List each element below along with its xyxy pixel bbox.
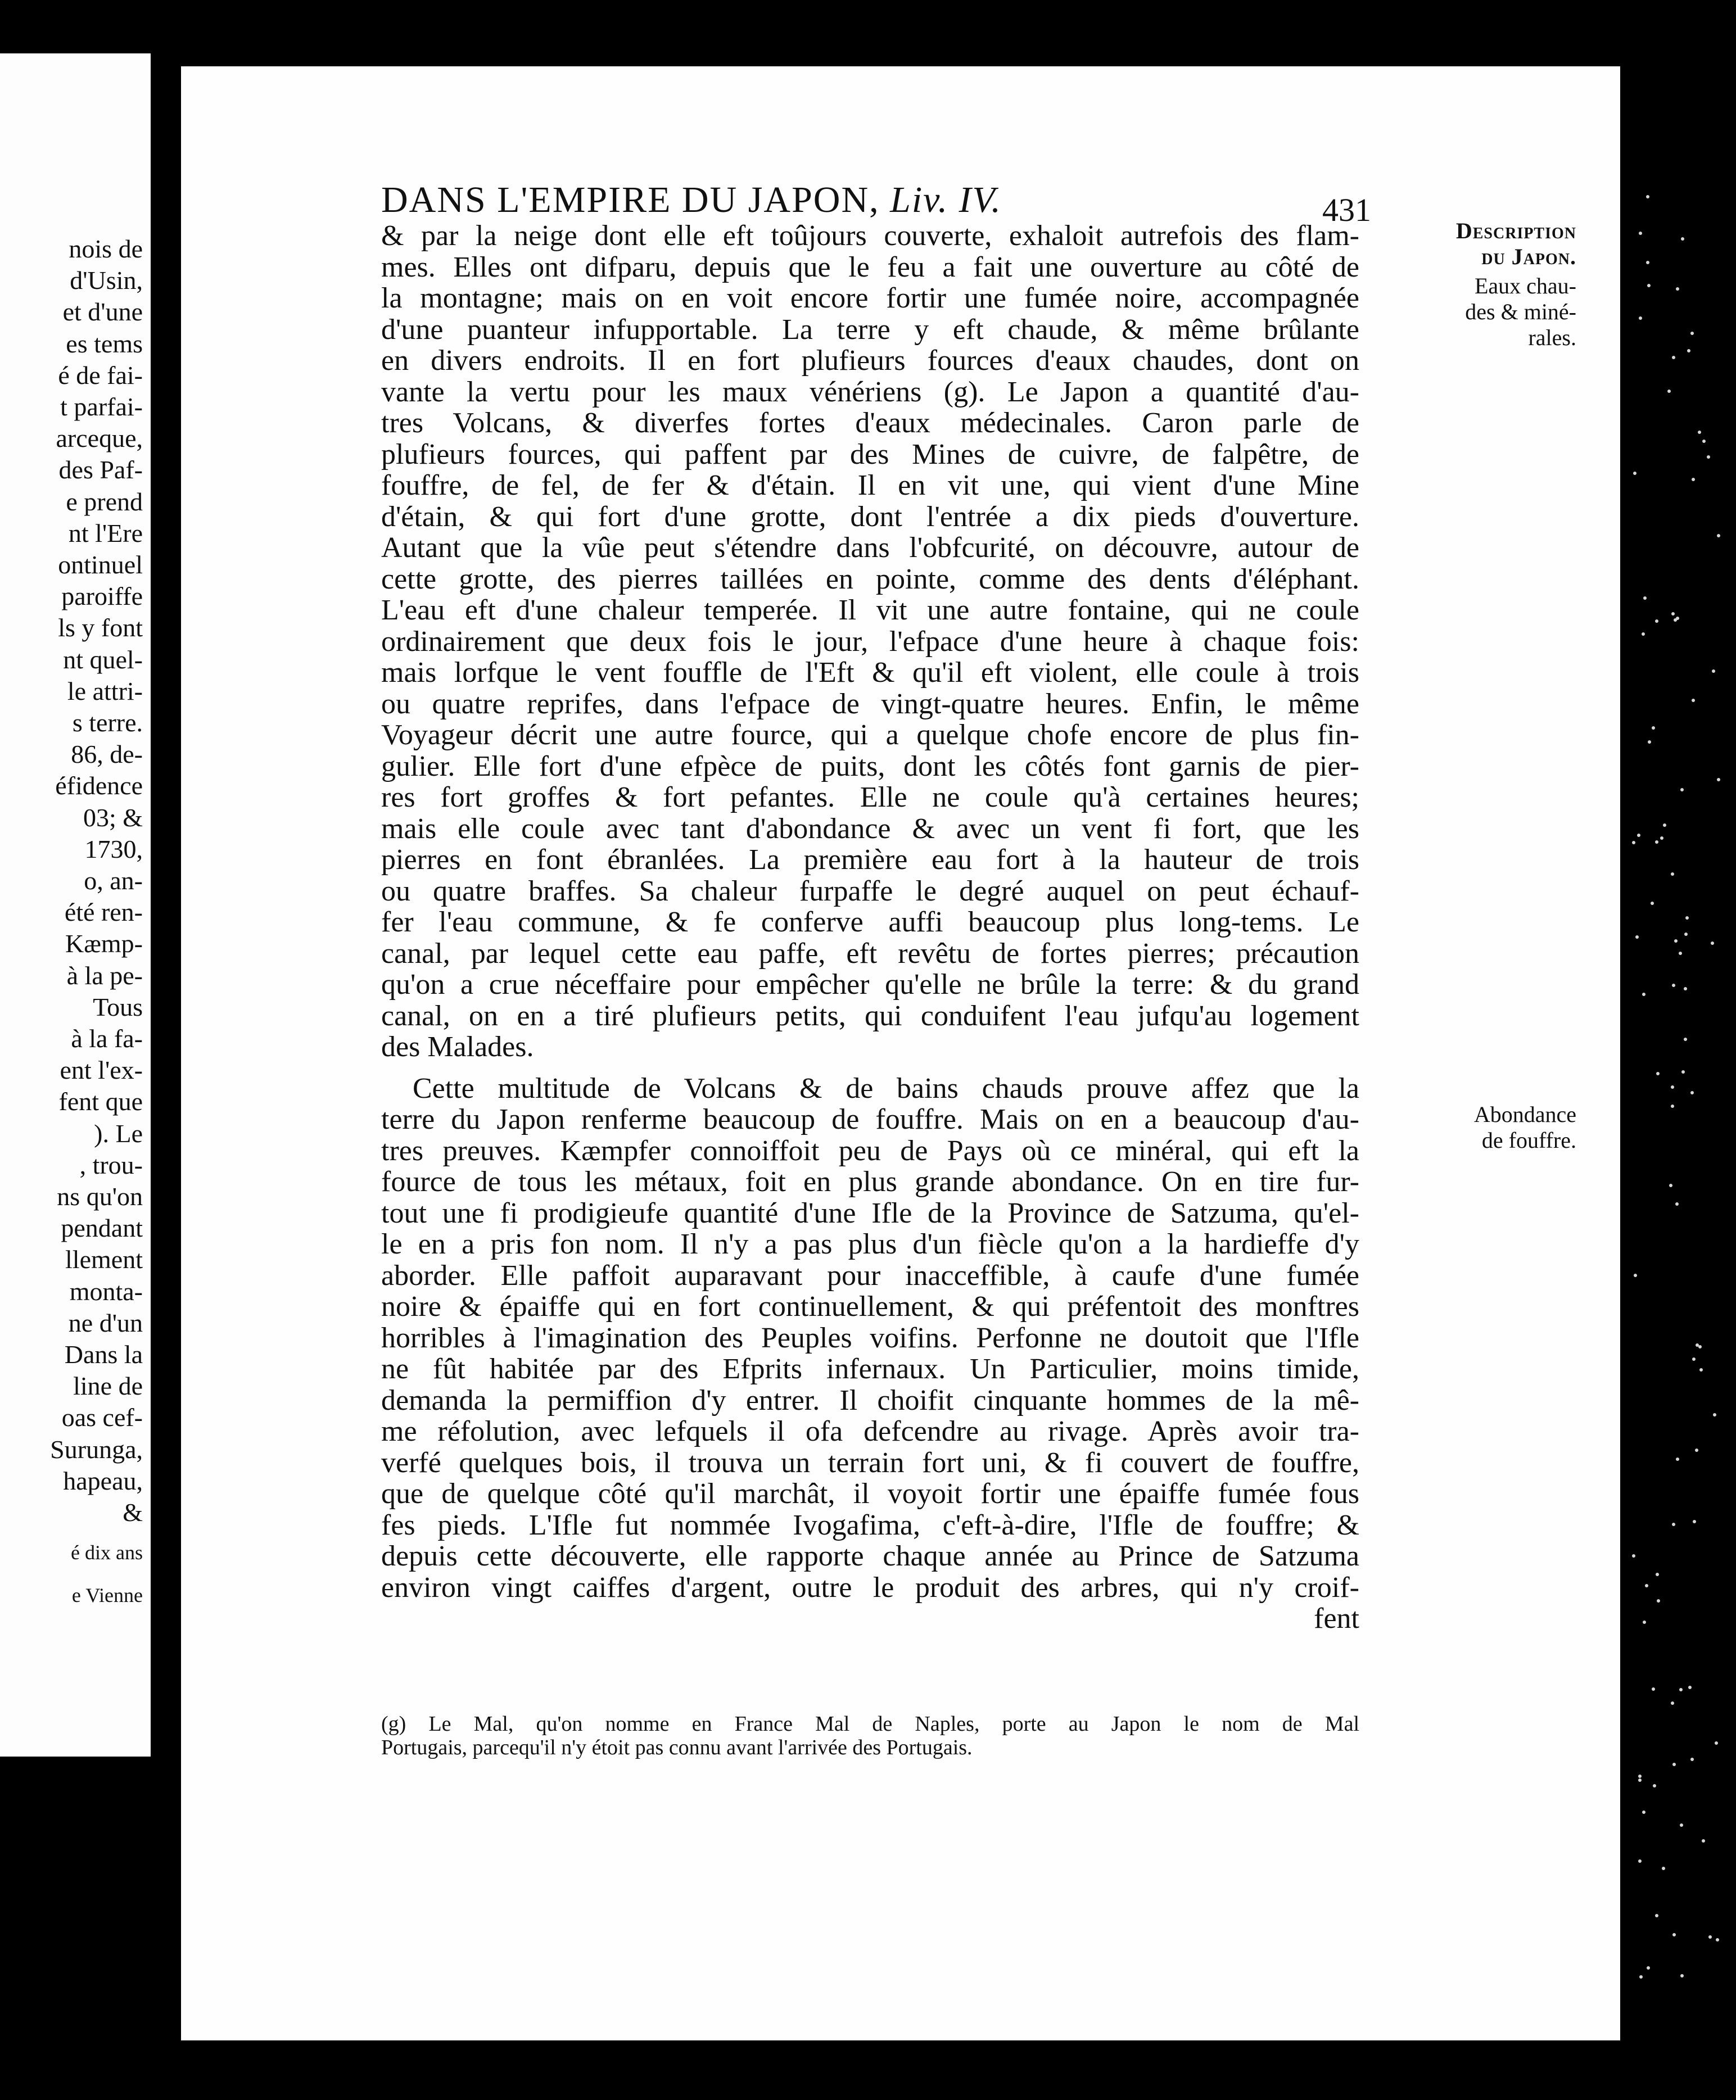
left-page-line: hapeau, bbox=[63, 1466, 143, 1495]
body-line: canal, on en a tiré plufieurs petits, qui conduifent l'eau jufqu'au logement bbox=[381, 999, 1359, 1032]
left-page-line: fent que bbox=[58, 1087, 143, 1116]
body-line: fouffre, de fel, de fer & d'étain. Il en vit une, qui vient d'une Mine bbox=[381, 469, 1359, 501]
scan-speck bbox=[1652, 1687, 1655, 1691]
body-line: Autant que la vûe peut s'étendre dans l'obfcurité, on découvre, autour de bbox=[381, 532, 1359, 564]
scan-speck bbox=[1647, 1966, 1650, 1970]
scan-speck bbox=[1646, 195, 1649, 198]
scan-speck bbox=[1717, 534, 1720, 537]
body-line: Cette multitude de Volcans & de bains chauds prouve affez que la bbox=[413, 1072, 1359, 1105]
body-line: que de quelque côté qu'il marchât, il voyoit fortir une épaiffe fumée fous bbox=[381, 1478, 1359, 1510]
scan-speck bbox=[1716, 1938, 1719, 1941]
scan-speck bbox=[1676, 1458, 1679, 1461]
left-page-line: 03; & bbox=[83, 803, 143, 832]
scan-speck bbox=[1638, 1859, 1642, 1863]
margin-section-title-line: du Japon. bbox=[1481, 244, 1576, 269]
body-line: Voyageur décrit une autre fource, qui a quelque chofe encore de plus fin- bbox=[381, 719, 1359, 751]
scan-speck bbox=[1663, 823, 1666, 827]
margin-note-hot-springs bbox=[1205, 273, 1576, 351]
scan-speck bbox=[1651, 902, 1654, 905]
body-line: fent bbox=[1314, 1603, 1359, 1635]
body-line: en divers endroits. Il en fort plufieurs fources d'eaux chaudes, dont on bbox=[381, 345, 1359, 377]
margin-note-line: de fouffre. bbox=[1481, 1128, 1576, 1153]
left-page-line: Kæmp- bbox=[65, 929, 143, 958]
left-page-line: e prend bbox=[66, 487, 143, 516]
scan-speck bbox=[1680, 1823, 1683, 1827]
scan-speck bbox=[1699, 1368, 1703, 1372]
main-page bbox=[181, 66, 1620, 2040]
scan-speck bbox=[1637, 834, 1640, 837]
scan-speck bbox=[1648, 740, 1651, 744]
scan-speck bbox=[1715, 1741, 1718, 1745]
scan-speck bbox=[1639, 316, 1642, 320]
book-number: Liv. IV. bbox=[890, 179, 1002, 220]
left-page-line: oas cef- bbox=[61, 1403, 143, 1432]
scan-speck bbox=[1690, 332, 1694, 335]
margin-note-sulphur bbox=[1205, 1102, 1576, 1153]
scan-speck bbox=[1671, 1105, 1674, 1108]
margin-note-line: Abondance bbox=[1473, 1102, 1576, 1127]
scan-speck bbox=[1684, 933, 1688, 936]
scan-speck bbox=[1639, 232, 1642, 235]
scan-speck bbox=[1702, 1839, 1705, 1843]
scan-speck bbox=[1674, 618, 1677, 622]
left-page-line: s terre. bbox=[72, 708, 143, 737]
footnote-line: Portugais, parcequ'il n'y étoit pas connu avant l'arrivée des Portugais. bbox=[381, 1736, 973, 1759]
scan-speck bbox=[1707, 455, 1710, 459]
left-page-line: Surunga, bbox=[50, 1434, 143, 1464]
running-header bbox=[381, 179, 1326, 221]
body-line: noire & épaiffe qui en fort continuellement, & qui préfentoit des monftres bbox=[381, 1291, 1359, 1323]
left-page-line: nt l'Ere bbox=[68, 518, 143, 547]
left-page-line: Tous bbox=[93, 992, 143, 1021]
scan-speck bbox=[1638, 1775, 1642, 1778]
left-page-line: nt quel- bbox=[63, 645, 143, 674]
left-page-line: es tems bbox=[66, 329, 143, 358]
scan-speck bbox=[1660, 836, 1663, 840]
scan-speck bbox=[1690, 1758, 1694, 1761]
scan-speck bbox=[1667, 390, 1671, 393]
scan-speck bbox=[1696, 1343, 1699, 1347]
scan-speck bbox=[1643, 596, 1647, 600]
scan-speck bbox=[1692, 1357, 1696, 1361]
scan-speck bbox=[1688, 1686, 1692, 1689]
scan-speck bbox=[1713, 1413, 1716, 1416]
page-gutter bbox=[151, 53, 180, 1757]
scan-speck bbox=[1680, 788, 1684, 791]
body-line: terre du Japon renferme beaucoup de fouffre. Mais on en a beaucoup d'au- bbox=[381, 1103, 1359, 1135]
scan-speck bbox=[1632, 841, 1635, 844]
scan-speck bbox=[1655, 619, 1658, 623]
body-line: ou quatre braffes. Sa chaleur furpaffe le degré auquel on peut échauf- bbox=[381, 875, 1359, 907]
scan-speck bbox=[1698, 431, 1701, 434]
left-page-line: ls y font bbox=[58, 613, 143, 642]
left-page-line: des Paf- bbox=[58, 455, 143, 485]
scan-speck bbox=[1698, 1345, 1702, 1348]
scan-speck bbox=[1645, 1584, 1648, 1587]
scan-speck bbox=[1656, 1573, 1659, 1576]
body-line: fes pieds. L'Ifle fut nommée Ivogafima, c'eft-à-dire, l'Ifle de fouffre; & bbox=[381, 1509, 1359, 1541]
body-line: aborder. Elle paffoit auparavant pour inacceffible, à caufe d'une fumée bbox=[381, 1259, 1359, 1292]
margin-note-line: Eaux chau- bbox=[1474, 273, 1576, 298]
left-page-line: ). Le bbox=[94, 1119, 143, 1148]
scan-speck bbox=[1681, 237, 1684, 241]
left-page-line: , trou- bbox=[79, 1150, 143, 1179]
scan-speck bbox=[1642, 993, 1645, 996]
scan-speck bbox=[1684, 1038, 1687, 1041]
scan-speck bbox=[1632, 1554, 1635, 1558]
body-line: mais lorfque le vent fouffle de l'Eft & qu'il eft violent, elle coule à trois bbox=[381, 657, 1359, 689]
body-line: qu'on a crue néceffaire pour empêcher qu'elle ne brûle la terre: & du grand bbox=[381, 968, 1359, 1001]
left-page-line: ontinuel bbox=[58, 550, 143, 579]
scan-speck bbox=[1672, 984, 1675, 987]
scan-speck bbox=[1671, 1701, 1674, 1705]
scan-speck bbox=[1692, 478, 1695, 481]
scan-speck bbox=[1702, 440, 1706, 443]
body-line: L'eau eft d'une chaleur temperée. Il vit une autre fontaine, qui ne coule bbox=[381, 594, 1359, 626]
scan-speck bbox=[1711, 942, 1714, 945]
body-line: demanda la permiffion d'y entrer. Il choifit cinquante hommes de la mê- bbox=[381, 1384, 1359, 1416]
body-line: le en a pris fon nom. Il n'y a pas plus d'un fiècle qu'on a la hardieffe d'y bbox=[381, 1228, 1359, 1260]
scan-speck bbox=[1671, 1085, 1674, 1089]
left-page-line: à la fa- bbox=[71, 1024, 143, 1053]
scan-speck bbox=[1685, 916, 1689, 920]
body-line: pierres en font ébranlées. La première eau fort à la hauteur de trois bbox=[381, 844, 1359, 876]
body-line: environ vingt caiffes d'argent, outre le produit des arbres, qui n'y croif- bbox=[381, 1571, 1359, 1604]
scan-speck bbox=[1653, 1784, 1656, 1787]
left-page-line: 1730, bbox=[84, 834, 143, 863]
left-page-line: et d'une bbox=[62, 297, 143, 327]
body-line: tres Volcans, & diverfes fortes d'eaux médecinales. Caron parle de bbox=[381, 407, 1359, 439]
left-page-line: le attri- bbox=[67, 676, 143, 705]
scan-speck bbox=[1634, 1274, 1637, 1277]
body-line: tout une fi prodigieufe quantité d'une Ifle de la Province de Satzuma, qu'el- bbox=[381, 1197, 1359, 1229]
scan-speck bbox=[1635, 935, 1639, 939]
scan-speck bbox=[1652, 726, 1655, 730]
scan-speck bbox=[1717, 778, 1720, 781]
body-line: canal, par lequel cette eau paffe, eft revêtu de fortes pierres; précaution bbox=[381, 937, 1359, 970]
left-page-line: ent l'ex- bbox=[60, 1056, 143, 1085]
scan-speck bbox=[1687, 349, 1690, 352]
left-page-line: ns qu'on bbox=[57, 1182, 143, 1211]
scanner-background bbox=[1620, 53, 1736, 2100]
scan-speck bbox=[1639, 1975, 1643, 1979]
left-page-line: 86, de- bbox=[71, 740, 143, 769]
scan-speck bbox=[1692, 699, 1695, 702]
body-line: cette grotte, des pierres taillées en pointe, comme des dents d'éléphant. bbox=[381, 563, 1359, 595]
body-line: des Malades. bbox=[381, 1031, 534, 1063]
scan-speck bbox=[1646, 261, 1649, 264]
body-text bbox=[381, 220, 1359, 1635]
body-line: mais elle coule avec tant d'abondance & avec un vent fi fort, que les bbox=[381, 812, 1359, 845]
scan-speck bbox=[1672, 1933, 1676, 1936]
scan-speck bbox=[1657, 1599, 1660, 1603]
scan-speck bbox=[1655, 1914, 1658, 1917]
scan-speck bbox=[1671, 872, 1674, 876]
body-line: d'étain, & qui fort d'une grotte, dont l'entrée a dix pieds d'ouverture. bbox=[381, 500, 1359, 533]
left-page-fragment bbox=[0, 53, 151, 1757]
left-page-line: arceque, bbox=[56, 424, 143, 453]
scan-speck bbox=[1679, 952, 1682, 955]
scan-speck bbox=[1633, 472, 1636, 475]
scan-speck bbox=[1672, 1763, 1676, 1766]
body-line: & par la neige dont elle eft toûjours couverte, exhaloit autrefois des flam- bbox=[381, 220, 1359, 252]
scan-speck bbox=[1693, 1520, 1696, 1523]
scan-speck bbox=[1684, 987, 1687, 990]
left-page-line: Dans la bbox=[64, 1340, 143, 1369]
scan-speck bbox=[1642, 1811, 1645, 1814]
body-line: ne fût habitée par des Efprits infernaux. Un Particulier, moins timide, bbox=[381, 1353, 1359, 1385]
scan-speck bbox=[1669, 1184, 1672, 1187]
scan-speck bbox=[1708, 1935, 1712, 1939]
scan-speck bbox=[1642, 632, 1645, 636]
scan-speck bbox=[1638, 1778, 1642, 1782]
margin-note-line: rales. bbox=[1528, 325, 1576, 350]
running-title: DANS L'EMPIRE DU JAPON, bbox=[381, 179, 880, 220]
paragraph-gap bbox=[381, 1063, 1359, 1073]
body-line: gulier. Elle fort d'une efpèce de puits, dont les côtés font garnis de pier- bbox=[381, 750, 1359, 782]
scan-speck bbox=[1643, 1621, 1646, 1624]
scan-speck bbox=[1681, 1070, 1685, 1074]
left-page-line: d'Usin, bbox=[70, 266, 143, 295]
left-page-line: monta- bbox=[69, 1277, 143, 1306]
scan-speck bbox=[1662, 1867, 1665, 1870]
left-page-line: llement bbox=[65, 1245, 143, 1274]
body-line: fer l'eau commune, & fe conferve auffi beaucoup plus long-tems. Le bbox=[381, 906, 1359, 938]
body-line: d'une puanteur infupportable. La terre y eft chaude, & même brûlante bbox=[381, 313, 1359, 346]
body-line: ou quatre reprifes, dans l'efpace de vingt-quatre heures. Enfin, le même bbox=[381, 687, 1359, 720]
left-page-line: éfidence bbox=[55, 771, 143, 800]
scan-speck bbox=[1647, 284, 1651, 287]
body-line: plufieurs fources, qui paffent par des Mines de cuivre, de falpêtre, de bbox=[381, 438, 1359, 470]
scan-speck bbox=[1671, 612, 1675, 615]
scan-speck bbox=[1656, 1072, 1660, 1075]
body-line: la montagne; mais on en voit encore fortir une fumée noire, accompagnée bbox=[381, 282, 1359, 314]
scan-speck bbox=[1672, 356, 1675, 359]
scan-speck bbox=[1690, 1091, 1694, 1094]
left-page-line: pendant bbox=[61, 1214, 143, 1243]
body-line: fource de tous les métaux, foit en plus grande abondance. On en tire fur- bbox=[381, 1166, 1359, 1198]
scan-speck bbox=[1675, 1202, 1679, 1206]
left-page-line: line de bbox=[73, 1372, 143, 1401]
body-line: me réfolution, avec lefquels il ofa defcendre au rivage. Après avoir tra- bbox=[381, 1415, 1359, 1447]
left-page-line: é dix ans bbox=[71, 1541, 143, 1564]
left-page-line: à la pe- bbox=[66, 961, 143, 990]
body-line: vante la vertu pour les maux vénériens (g). Le Japon a quantité d'au- bbox=[381, 375, 1359, 408]
body-line: ordinairement que deux fois le jour, l'efpace d'une heure à chaque fois: bbox=[381, 625, 1359, 658]
left-page-line: & bbox=[123, 1498, 143, 1527]
left-page-line: paroiffe bbox=[61, 582, 143, 611]
left-page-line: ne d'un bbox=[68, 1308, 143, 1337]
scan-speck bbox=[1674, 939, 1678, 943]
body-line: verfé quelques bois, il trouva un terrain fort uni, & fi couvert de fouffre, bbox=[381, 1446, 1359, 1479]
left-page-line: été ren- bbox=[64, 898, 143, 927]
scan-speck bbox=[1695, 1449, 1698, 1452]
footnote-line: (g) Le Mal, qu'on nomme en France Mal de Naples, porte au Japon le nom de Mal bbox=[381, 1712, 1359, 1736]
left-page-line: é de fai- bbox=[58, 360, 143, 390]
left-page-line: t parfai- bbox=[60, 392, 143, 421]
left-page-line: e Vienne bbox=[71, 1584, 143, 1607]
margin-section-title bbox=[1205, 218, 1576, 270]
scan-speck bbox=[1676, 287, 1679, 291]
body-line: depuis cette découverte, elle rapporte chaque année au Prince de Satzuma bbox=[381, 1540, 1359, 1572]
scan-speck bbox=[1680, 1974, 1684, 1977]
margin-note-line: des & miné- bbox=[1465, 299, 1576, 324]
left-page-line: o, an- bbox=[84, 866, 143, 895]
footnote bbox=[381, 1712, 1359, 1759]
scan-speck bbox=[1712, 669, 1715, 673]
page-number: 431 bbox=[1322, 192, 1371, 228]
body-line: tres preuves. Kæmpfer connoiffoit peu de Pays où ce minéral, qui eft la bbox=[381, 1134, 1359, 1167]
body-line: res fort groffes & fort pefantes. Elle ne coule qu'à certaines heures; bbox=[381, 781, 1359, 813]
scan-speck bbox=[1679, 1688, 1683, 1691]
body-line: horribles à l'imagination des Peuples voifins. Perfonne ne doutoit que l'Ifle bbox=[381, 1321, 1359, 1354]
margin-section-title-line: Description bbox=[1455, 218, 1576, 243]
left-page-line: nois de bbox=[69, 234, 143, 263]
body-line: mes. Elles ont difparu, depuis que le feu a fait une ouverture au côté de bbox=[381, 251, 1359, 283]
scan-speck bbox=[1672, 1523, 1675, 1526]
scan-speck bbox=[1655, 840, 1658, 844]
